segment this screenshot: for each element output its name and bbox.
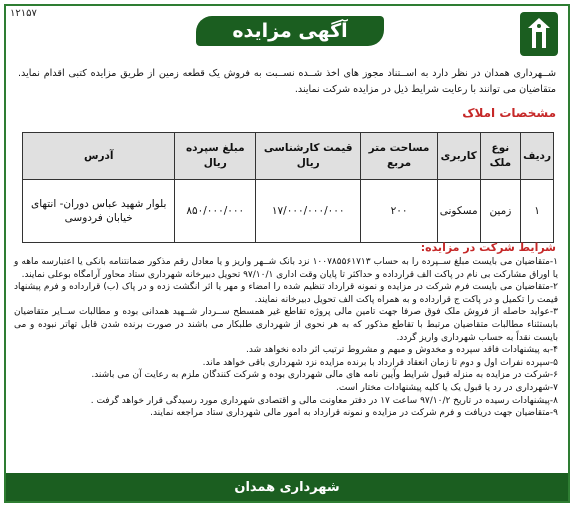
cell-address: بلوار شهید عباس دوران- انتهای خیابان فردوسی [23, 180, 175, 243]
condition-item: ۱-متقاضیان می بایست مبلغ ســپرده را به حساب ۱۰۰۷۸۵۵۶۱۷۱۳ نزد بانک شــهر واریز و یا معادل رقم مذکور ضمانتنامه بانکی یا اعتبارسه ماهه و یا اوراق مشارکت بی نام در پاکت الف قرارداده و حداکثر تا پایان وقت اداری ۹۷/۱۰/۱ تحویل دبیرخانه شهرداری ستاد محاور آرامگاه بوعلی نمایند. [14, 257, 559, 280]
col-usage: کاربری [437, 133, 480, 180]
properties-heading: مشخصات املاک [462, 106, 556, 120]
condition-item: ۵-سپرده نفرات اول و دوم تا زمان انعقاد قرارداد با برنده مزایده نزد شهرداری باقی خواهد ماند. [202, 357, 558, 368]
conditions-list [14, 256, 558, 420]
col-address: آدرس [23, 133, 175, 180]
intro-paragraph: شــهرداری همدان در نظر دارد به اســتناد مجوز های اخذ شــده نســبت به فروش یک قطعه زمین از طریق مزایده کتبی اقدام نماید. متقاضیان می توانند با رعایت شرایط ذیل در مزایده شرکت نمایند. [18, 68, 556, 95]
cell-row-number: ۱ [521, 180, 554, 243]
col-row-number: ردیف [521, 133, 554, 180]
cell-usage: مسکونی [437, 180, 480, 243]
condition-item: ۷-شهرداری در رد یا قبول یک یا کلیه پیشنهادات مختار است. [335, 382, 558, 393]
cell-appraised-price: ۱۷/۰۰۰/۰۰۰/۰۰۰ [256, 180, 361, 243]
cell-property-type: زمین [480, 180, 520, 243]
footer-title: شهرداری همدان [234, 479, 340, 495]
reference-number: ۱۲۱۵۷ [10, 8, 37, 19]
hamedan-municipality-logo-icon [518, 10, 560, 58]
col-property-type: نوع ملک [480, 133, 520, 180]
col-area: مساحت متر مربع [361, 133, 437, 180]
cell-deposit: ۸۵۰/۰۰۰/۰۰۰ [175, 180, 256, 243]
condition-item: ۹-متقاضیان جهت دریافت و فرم شرکت در مزایده و نمونه قرارداد به امور مالی شهرداری ستاد مراجعه نمایند. [150, 408, 558, 419]
table-header-row [23, 133, 554, 180]
conditions-heading: شرایط شرکت در مزایده: [420, 241, 556, 254]
condition-item: ۴-به پیشنهادات فاقد سپرده و مخدوش و مبهم و مشروط ترتیب اثر داده نخواهد شد. [245, 345, 558, 356]
footer-banner [6, 473, 568, 501]
notice-title-banner [196, 16, 384, 46]
condition-item: ۶-شرکت در مزایده به منزله قبول شرایط وآیین نامه های مالی شهرداری بوده و شرکت کنندگان ملزم به رعایت آن می باشند. [91, 370, 558, 381]
col-appraised-price: قیمت کارشناسی ریال [256, 133, 361, 180]
condition-item: ۸-پیشنهادات رسیده در تاریخ ۹۷/۱۰/۲ ساعت ۱۷ در دفتر معاونت مالی و اقتصادی شهرداری مورد رسیدگی قرار خواهد گرفت . [90, 395, 558, 406]
properties-table [22, 132, 554, 243]
notice-page [4, 4, 570, 503]
cell-area: ۲۰۰ [361, 180, 437, 243]
notice-header [6, 6, 568, 64]
col-deposit: مبلغ سپرده ریال [175, 133, 256, 180]
condition-item: ۲-متقاضیان می بایست فرم شرکت در مزایده و نمونه قرارداد تنظیم شده را امضاء و مهر یا اثر انگشت زده و در پاک (ب) قرارداده و فرم پیشنهاد قیمت را تکمیل و در پاکت ج قرارداده و به همراه پاکت الف تحویل دبیرخانه نمایند. [14, 282, 558, 305]
table-row [23, 180, 554, 243]
notice-title: آگهی مزایده [232, 20, 348, 42]
condition-item: ۳-عواید حاصله از فروش ملک فوق صرفا جهت تامین مالی پروژه تقاطع غیر همسطح ســردار شــهید همدانی بوده و مطالبات ســایر متقاضیان بابستثناء مطالبات متقاضیان مرتبط با تقاطع مذکور که به هر نحوی از شهرداری طلبکار می باشند در صورت برنده شدن قابل تهاتر نبوده و می بایست نقداً به حساب شهرداری واریز گردد. [14, 307, 558, 343]
